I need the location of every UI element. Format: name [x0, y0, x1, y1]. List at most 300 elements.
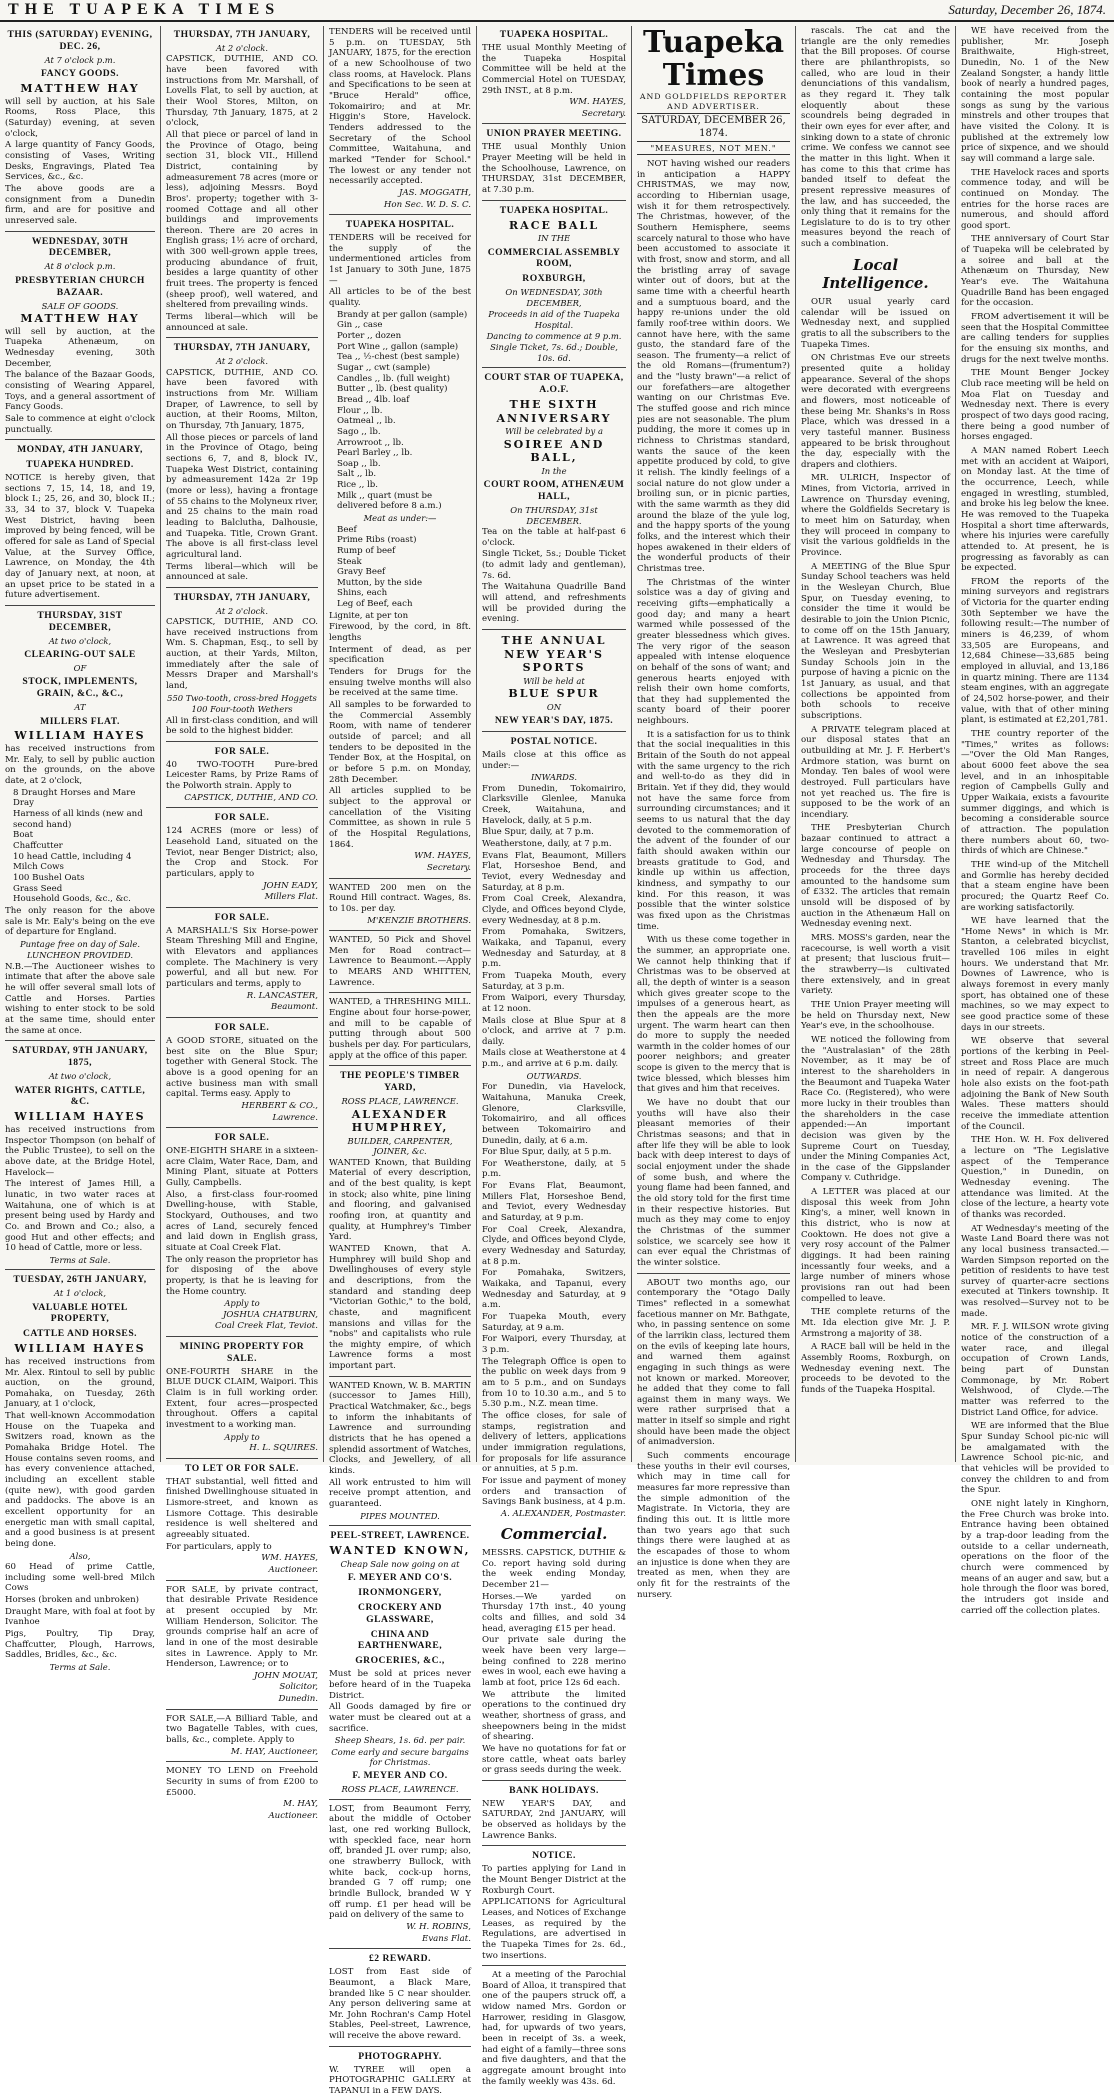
ad-photography	[329, 2051, 471, 2097]
ad-signature: WM. HAYES,	[261, 1553, 318, 1564]
news-paragraph: A MEETING of the Blue Spur Sunday School teachers was held in the Wesleyan Church, Blue Spur, on Tuesday evening, to consider the time it would be desirable to join the Union Picnic, to come off on the 15th January, at Lawrence. It was agreed that the Wesleyan and Presbyterian Sunday Schools join in the purpose of having a picnic on the 1st January, as usual, and that collections be appointed from both schools to receive subscriptions.	[801, 561, 950, 721]
ad-text: will sell by auction, at the Tuapeka Athenæum, on Wednesday evening, 30th December,	[5, 326, 155, 369]
ad-time: At 2 o'clock.	[215, 42, 269, 53]
ad-text: We have no quotations for fat or store cattle, wheat oats barley or grass seeds during the week.	[482, 1743, 626, 1776]
ad-subtitle: Proceeds in aid of the Tuapeka Hospital.	[488, 309, 620, 330]
ad-subtitle: Dancing to commence at 9 p.m.	[486, 330, 622, 341]
list-item: Oatmeal ,, lb.	[337, 416, 396, 427]
divider	[482, 1780, 626, 1781]
ad-title: CLEARING-OUT SALE	[24, 649, 136, 661]
list-item: Arrowroot ,, lb.	[337, 437, 404, 448]
ad-hotel-property	[5, 1274, 155, 1672]
ad-subtitle: BUILDER, CARPENTER, JOINER, &c.	[347, 1135, 453, 1157]
divider	[329, 930, 471, 931]
divider	[166, 1709, 318, 1710]
ad-title: UNION PRAYER MEETING.	[486, 128, 622, 140]
ad-date: THURSDAY, 31ST DECEMBER,	[37, 609, 123, 633]
ad-title: CATTLE AND HORSES.	[22, 1328, 138, 1340]
ad-signature: Secretary.	[581, 108, 626, 119]
ad-text: All articles to be of the best quality.	[329, 287, 471, 308]
column-3	[323, 26, 476, 2096]
list-item: Brandy at per gallon (sample)	[337, 309, 468, 320]
ad-subtitle: Will be held at	[523, 675, 585, 686]
ad-title: PEEL-STREET, LAWRENCE.	[330, 1530, 470, 1542]
ad-headline: BLUE SPUR	[508, 687, 600, 701]
ad-hoggets	[166, 592, 318, 737]
ad-watchmaker	[329, 1381, 471, 1521]
divider	[329, 1065, 471, 1066]
ad-signature: M'KENZIE BROTHERS.	[367, 915, 471, 926]
ad-text: For Blue Spur, daily, at 5 p.m.	[482, 1147, 612, 1158]
ad-note: Puntage free on day of Sale.	[19, 938, 141, 949]
ad-signature: Auctioneer.	[268, 1811, 318, 1822]
ad-title: COURT STAR OF TUAPEKA, A.O.F.	[484, 372, 624, 396]
list-item: Salt ,, lb.	[337, 469, 377, 480]
ad-text: MONEY TO LEND on Freehold Security in sums of from £200 to £5000.	[166, 1766, 318, 1798]
ad-title: MINING PROPERTY FOR SALE.	[179, 1340, 305, 1364]
ad-signature: WM. HAYES,	[569, 97, 626, 108]
ad-text: has received instructions from Mr. Ealy, to sell by public auction on the grounds, on the above date, at 2 o'clock,	[5, 744, 155, 787]
list-item: Boat	[13, 830, 34, 841]
news-paragraph: MR. F. J. WILSON wrote giving notice of the construction of a water race, and illegal occupation of Crown Lands, being part of Dunstan Commonage, by Mr. Robert Welshwood, of Clyde.—The matter was referred to the District Land Office, for advice.	[961, 1322, 1109, 1418]
ad-signature: M. HAY,	[283, 1799, 318, 1810]
ad-text: ONE-EIGHTH SHARE in a sixteen-acre Claim, Water Race, Dam, and Mining Plant, situate at Potters Gully, Campbells.	[166, 1146, 318, 1189]
ad-text: All that piece or parcel of land in the Province of Otago, being section 31, block VII., Hillend District, containing by admeasurement 78 acres (more or less), adjoining Messrs. Boyd Bros'. property; together with 3-roomed Cottage and all other buildings and improvements thereon. There are 20 acres in English grass; 1½ acre of orchard, with 300 well-grown apple trees, producing abundance of fruit, besides a large quantity of other fruit trees. The property is fenced (sheep proof), well watered, and sheltered from prevailing winds.	[166, 129, 318, 311]
column-4	[476, 26, 631, 2087]
ad-text: FOR SALE,—A Billiard Table, and two Bagatelle Tables, with cues, balls, &c., complete. Apply to	[166, 1713, 318, 1746]
news-paragraph: A RACE ball will be held in the Assembly Rooms, Roxburgh, on Wednesday evening next. The proceeds to be devoted to the funds of the Tuapeka Hospital.	[801, 1342, 950, 1395]
ad-text: We attribute the limited operations to the continued dry weather, shortness of grass, and sheepowners being in the midst of shearing.	[482, 1689, 626, 1743]
ad-signature: Evans Flat.	[422, 1933, 471, 1944]
ad-text: CAPSTICK, DUTHIE, AND CO. have been favored with instructions from Mr. William Draper, of Lawrence, to sell by auction, at their Rooms, Milton, on Thursday, 7th January, 1875,	[166, 367, 318, 431]
ad-text: For Waipori, every Thursday, at 3 p.m.	[482, 1334, 626, 1355]
news-paragraph: THE Havelock races and sports commence today, and will be continued on Monday. The entries for the horse races are numerous, and should afford good sport.	[961, 167, 1109, 231]
news-paragraph: OUR usual yearly card calendar will be issued on Wednesday next, and supplied gratis to all the subscribers to the Tuapeka Times.	[801, 296, 950, 350]
divider	[5, 231, 155, 232]
ad-water-rights	[5, 1045, 155, 1265]
ad-headline: THE ANNUAL NEW YEAR'S	[501, 633, 607, 661]
ad-money-to-lend	[166, 1766, 318, 1821]
news-paragraph: WE have received from the publisher, Mr. Joseph Braithwaite, High-street, Dunedin, No. 1 of the New Zealand Songster, a handy little book of nearly a hundred pages, containing the most popular songs as sung by the various minstrels and other troupes that have visited the Colony. It is published at the extremely low price of sixpence, and we should say will command a large sale.	[961, 26, 1109, 164]
auctioneer-name: WILLIAM HAYES	[14, 729, 146, 743]
ad-title: CROCKERY AND GLASSWARE,	[358, 1601, 442, 1625]
ad-subtitle: Will be celebrated by a	[505, 426, 603, 437]
list-item: Household Goods, &c., &c.	[13, 894, 131, 905]
ad-claim-share	[166, 1132, 318, 1332]
ad-text: CAPSTICK, DUTHIE, AND CO. have been favored with instructions from Mr. Marshall, of Lovells Flat, to sell by auction, at their Wool Stores, Milton, on Thursday, 7th January, 1875, at 2 o'clock,	[166, 54, 318, 129]
list-item: Sago ,, lb.	[337, 426, 381, 437]
auctioneer-name: WILLIAM HAYES	[14, 1342, 146, 1356]
ad-headline: WANTED KNOWN,	[329, 1543, 471, 1557]
ad-text: FOR SALE, by private contract, that desirable Private Residence at present occupied by Mr. William Henderson, Solicitor. The grounds comprise half an acre of land in one of the most desirable sites in Lawrence. Apply to Mr. Henderson, Lawrence; or to	[166, 1584, 318, 1670]
ad-text: TENDERS will be received until 5 p.m. on TUESDAY, 5th JANUARY, 1875, for the erection of a new Schoolhouse of two class rooms, at Havelock. Plans and Specifications to be seen at "Bruce Herald" office, Tokomairiro; and at Mr. Higgin's Store, Havelock. Tenders addressed to the Secretary of the School Committee, Waitahuna, and marked "Tender for School." The lowest or any tender not necessarily accepted.	[329, 27, 471, 187]
ad-signature: JOHN EADY,	[263, 880, 318, 891]
ad-title: POSTAL NOTICE.	[510, 736, 598, 748]
ad-billiard-table	[166, 1714, 318, 1758]
divider	[329, 1525, 471, 1526]
masthead-title: THE TUAPEKA TIMES	[8, 1, 281, 18]
ad-time: At 2 o'clock.	[215, 356, 269, 367]
divider	[5, 439, 155, 440]
ad-text: NEW YEAR'S DAY, and SATURDAY, 2nd JANUARY, will be observed as holidays by the Lawrence Banks.	[482, 1798, 626, 1841]
ad-race-ball	[482, 205, 626, 364]
divider	[329, 992, 471, 993]
ad-item: 100 Four-tooth Wethers	[191, 704, 293, 715]
ad-signature: Secretary.	[426, 862, 471, 873]
ad-text: For Evans Flat, Beaumont, Millers Flat, Horseshoe Bend, and Teviot, every Wednesday and Saturday, at 9 p.m.	[482, 1181, 626, 1224]
ad-text: The interest of James Hill, a lunatic, in two water races at Waitahuna, one of which is at present being used by Hardy and Co. and Brown and Co.; also, a good Hut and other effects; and 10 head of Cattle, more or less.	[5, 1179, 155, 1254]
divider	[166, 1580, 318, 1581]
ad-subtitle: In the	[541, 465, 567, 476]
ad-title: WATER RIGHTS, CATTLE, &C.	[14, 1084, 146, 1108]
news-paragraph: FROM the reports of the mining surveyors and registrars of Victoria for the quarter ending 30th September we have the following result:—The number of miners is 46,239, of whom 33,505 are Europeans, and 12,684 Chinese—33,685 being employed in alluvial, and 13,186 in quartz mining. There are 1134 steam engines, with an aggregate of 24,502 horse-power, and their value, with that of other mining plant, is estimated at £2,201,781.	[961, 576, 1110, 726]
commercial-report	[482, 1548, 626, 1776]
ad-title: TUAPEKA HOSPITAL.	[345, 219, 455, 231]
ad-to-let	[166, 1463, 318, 1576]
section-heading: Commercial.	[500, 1525, 608, 1544]
list-item: Rump of beef	[337, 545, 396, 556]
list-item: Steak	[337, 556, 362, 567]
ad-clearing-sale	[5, 610, 155, 1036]
divider	[5, 1040, 155, 1041]
ad-title: FOR SALE.	[214, 1132, 270, 1144]
list-item: Rice ,, lb.	[337, 480, 379, 491]
ad-text: Tenders for Drugs for the ensuing twelve months will also be received at the same time.	[329, 667, 471, 699]
ad-text: All Goods damaged by fire or water must be cleared out at a sacrifice.	[329, 1702, 471, 1734]
ad-text: 60 Head of prime Cattle, including some well-bred Milch Cows	[5, 1562, 155, 1594]
ad-text: The only reason the proprietor has for disposing of the above property, is that he is leaving for the Home country.	[166, 1254, 318, 1297]
ad-leasehold	[166, 812, 318, 902]
ad-subtitle: INWARDS.	[531, 772, 577, 783]
ad-bank-holidays	[482, 1785, 626, 1842]
list-item: Candles ,, lb. (full weight)	[337, 373, 450, 384]
ad-note: Come early and secure bargains for Christmas.	[331, 1746, 469, 1768]
ad-date: THURSDAY, 7TH JANUARY,	[173, 342, 311, 354]
ad-text: N.B.—The Auctioneer wishes to intimate that after the above sale he will offer several small lots of Cattle and Horses. Parties wishing to enter stock to be sold at the same time, should enter the same at once.	[5, 961, 155, 1036]
ad-title: IRONMONGERY,	[358, 1586, 442, 1598]
editorial-paragraph: NOT having wished our readers in anticipation a HAPPY CHRISTMAS, we may now, according to Hibernian usage, wish it for them retrospectively. The Christmas, however, of the Southern Hemisphere, seems scarcely natural to those who have been accustomed to associate it with frost, snow and storm, and all the bristling array of savage winter out of doors, but at the same time with a cheerful hearth and a sumptuous board, and the happy re-unions under the old family roof-tree within doors. We cannot have here, with the same gusto, the standard fare of the season. The frumenty—a relict of the old Romans—(frumentum?) and the "lusty brawn"—a relict of our forefathers—are altogether wanting on our Christmas Eve. The stuffed goose and rich mince pies are not seasonable. The plum pudding, the more it comes up in richness to Christmas standard, wants the sauce of the keen appetite produced by cold, to give it relish. The kindly feelings of a social nature do not glow under a broiling sun, or in picnic parties, with the same warmth as they did around the blaze of the yule log, and the happy sports of the young folks, and the interest which their hopes awakened in their elders of the wonderful products of their Christmas tree.	[637, 159, 790, 574]
ad-title: ROXBURGH,	[522, 273, 586, 285]
editorial-paragraph: The Christmas of the winter solstice was a day of giving and receiving gifts—emphatically a good day; and many a heart warmed while possessed of the greater blessedness which gives. The very rigor of the season appealed with intense eloquence on behalf of the sons of want; and generous hearts enjoyed with relish their own home comforts, that they had supplemented the scanty board of their poorer neighbours.	[637, 577, 790, 727]
list-item: Milk ,, quart (must be delivered before 8 a.m.)	[337, 490, 442, 512]
masthead-date: Saturday, December 26, 1874.	[948, 2, 1106, 17]
ad-subtitle: ROSS PLACE, LAWRENCE.	[341, 1784, 459, 1795]
list-item: Dray	[13, 798, 34, 809]
ad-text: Mails close at this office as under:—	[482, 750, 626, 771]
ad-text: THE usual Monthly Meeting of the Tuapeka Hospital Committee will be held at the Commercial Hotel on TUESDAY, 29th INST., at 8 p.m.	[482, 42, 626, 96]
divider	[482, 367, 626, 368]
ad-title: FOR SALE.	[214, 745, 270, 757]
ad-signature: Hon Sec. W. D. S. C.	[383, 199, 471, 210]
ad-note: Also,	[69, 1550, 91, 1561]
ad-text: Weatherstone, daily, at 7 p.m.	[482, 839, 612, 850]
ad-subtitle: OUTWARDS.	[526, 1070, 582, 1081]
auctioneer-name: WILLIAM HAYES	[14, 1110, 146, 1124]
ad-title: THE PEOPLE'S TIMBER YARD,	[340, 1070, 460, 1094]
list-item: Harness of all kinds (new and second hand)	[13, 809, 143, 830]
news-paragraph: ON Christmas Eve our streets presented quite a holiday appearance. Several of the shops were decorated with evergreens and flowers, most noticeable of these being Mr. Shanks's in Ross Place, which was dressed in a very tasteful manner. Business appeared to be brisk throughout the day, especially with the drapers and clothiers.	[801, 353, 950, 470]
section-heading: Local Intelligence.	[822, 255, 929, 293]
news-paragraph: THE Hon. W. H. Fox delivered a lecture on "The Legislative aspect of the Temperance Question," in Dunedin, on Wednesday evening. The attendance was limited. At the close of the lecture, a hearty vote of thanks was recorded.	[961, 1135, 1109, 1220]
ad-subtitle: IN THE	[537, 233, 571, 244]
ad-subtitle: ON	[546, 701, 562, 712]
divider	[482, 123, 626, 124]
ad-text: LOST, from Beaumont Ferry, about the middle of October last, one red working Bullock, with speckled face, near horn off, branded JL over rump; also, one strawberry Bullock, with white back, cock-up horns, branded G 7 off rump; one brindle Bullock, branded W Y off rump. £1 per head will be paid on delivery of the same to	[329, 1803, 471, 1921]
ad-text: WANTED Known, that Building Material of every description, and of the best quality, is kept in stock; also white, pine lining and flooring, and galvanised roofing iron, at quantity and quality, at Humphrey's Timber Yard.	[329, 1157, 471, 1243]
ad-wanted-men	[329, 883, 471, 927]
ad-text: CAPSTICK, DUTHIE, AND CO. have received instructions from Wm. S. Chapman, Esq., to sell by auction, at their Yards, Milton, immediately after the sale of Messrs Draper and Marshall's land,	[166, 617, 318, 692]
ad-signature: W. H. ROBINS,	[406, 1922, 471, 1932]
ad-text: Mails close at Weatherstone at 4 p.m., and arrive at 6 p.m. daily.	[482, 1048, 626, 1070]
ad-reward	[329, 1953, 471, 2041]
divider	[329, 1376, 471, 1377]
ad-text: Mails close at Blue Spur at 8 o'clock, and arrive at 7 p.m. daily.	[482, 1015, 626, 1047]
ad-prayer-meeting	[482, 128, 626, 195]
ad-text: Terms liberal—which will be announced at sale.	[166, 561, 318, 583]
ad-subtitle: AT	[74, 702, 86, 713]
ad-note: Apply to	[224, 1298, 260, 1309]
list-item: Beef	[337, 524, 357, 535]
ad-terms: Terms at Sale.	[49, 1254, 111, 1265]
ad-text: A GOOD STORE, situated on the best site on the Blue Spur; together with General Stock. The above is a good opening for an active business man with small capital. Terms easy. Apply to	[166, 1035, 318, 1100]
ad-meyer	[329, 1530, 471, 1795]
editorial-paragraph: We have no doubt that our youths will have also their pleasant memories of their Christmas seasons; and that in after life they will be able to look back with deep interest to days of social enjoyment under the shade of some bush, and where the young flame had been fanned, and the old story told for the first time in their respective histories. But much as they may come to enjoy the Christmas of the summer solstice, we scarcely see how it can ever equal the Christmas of the winter solstice.	[637, 1098, 790, 1268]
news-paragraph: MRS. MOSS's garden, near the racecourse, is well worth a visit at present; that luscious fruit—the strawberry—is cultivated there extensively, and in great variety.	[801, 933, 950, 997]
ad-text: All articles supplied to be subject to the approval or cancellation of the Visiting Committee, as shown in rule 5 of the Hospital Regulations, 1864.	[329, 786, 471, 850]
list-item: 10 head Cattle, including 4 Milch Cows	[13, 851, 132, 873]
issue-date: SATURDAY, DECEMBER 26, 1874.	[637, 113, 790, 142]
ad-text: Sale to commence at eight o'clock punctually.	[5, 413, 155, 435]
ad-lost-bullocks	[329, 1804, 471, 1945]
ad-text: The above goods are a consignment from a Dunedin firm, and are for positive and unreserved sale.	[5, 183, 155, 226]
masthead	[0, 0, 1114, 22]
ad-text: All in first-class condition, and will be sold to the highest bidder.	[166, 715, 318, 737]
ad-text: From Tuapeka Mouth, every Saturday, at 3 p.m.	[482, 970, 626, 992]
ad-text: From Waipori, every Thursday, at 12 noon.	[482, 993, 626, 1014]
news-paragraph: A MAN named Robert Leech met with an accident at Waipori, on Monday last. At the time of the occurrence, Leech, while engaged in wrestling, stumbled, and broke his leg below the knee. He was removed to the Tuapeka Hospital a short time afterwards, where his injuries were carefully attended to. At present, he is progressing as favorably as can be expected.	[961, 445, 1109, 574]
ad-text: To parties applying for Land in the Mount Benger District at the Roxburgh Court.	[482, 1864, 626, 1896]
ad-text: Firewood, by the cord, in 8ft. lengths	[329, 622, 471, 644]
ad-signature: HERBERT & CO.,	[241, 1100, 318, 1111]
list-item: Mutton, by the side	[337, 577, 423, 588]
ad-date: SATURDAY, 9TH JANUARY, 1875,	[12, 1045, 148, 1069]
news-paragraph: AT Wednesday's meeting of the Waste Land Board there was not any local business transacted.—Warden Simpson reported on the petition of residents to have test survey of quarter-acre sections executed at Tinkers township. It was resolved—Survey not to be made.	[961, 1223, 1109, 1319]
news-paragraph: THE Mount Benger Jockey Club race meeting will be held on Moa Flat on Tuesday and Wednesday next. There is every prospect of two days good racing, there being a good number of horses engaged.	[961, 368, 1109, 443]
ad-text: MESSRS. CAPSTICK, DUTHIE & Co. report having sold during the week ending Monday, December 21—	[482, 1548, 626, 1591]
ad-title: PHOTOGRAPHY.	[358, 2050, 442, 2062]
ad-text: Evans Flat, Beaumont, Millers Flat, Horseshoe Bend, and Teviot, every Wednesday and Saturday, at 8 p.m.	[482, 850, 626, 893]
meat-list	[337, 525, 471, 610]
ad-draper-land	[166, 342, 318, 582]
ad-text: THAT substantial, well fitted and finished Dwellinghouse situated in Lismore-street, and known as Lismore Cottage. This desirable residence is well sheltered and agreeably situated.	[166, 1476, 318, 1540]
editorial-paragraph: It is a satisfaction for us to think that the social inequalities in this Britain of the South do not appeal with the same urgency to the rich and well-to-do as they did in Britain. Yet if they did, they would not have the same force from surrounding circumstances; and it seems to us natural that the day devoted to the commemoration of the advent of the founder of our faith should awaken within our breasts gratitude to God, and kindle up within us affection, kindness, and sympathy to our kind. For this reason, it was possible that the winter solstice was fixed upon as the Christmas time.	[637, 729, 790, 932]
ad-school-tenders	[329, 27, 471, 210]
list-item: Port Wine ,, gallon (sample)	[337, 341, 459, 352]
ad-subtitle: On THURSDAY, 31st DECEMBER.	[510, 505, 598, 526]
divider	[166, 907, 318, 908]
editorial-paragraph: rascals. The cat and the triangle are the only remedies that the Bill proposes. Of course there are philanthropists, so called, who are loud in their denunciations of this vandalism, as they regard it. They talk eloquently about these scoundrels being degraded in their own eyes for ever after, and sinking down to a state of chronic crime. We confess we cannot see the matter in this light. When it has come to this that crime has banded itself to defeat the present repressive measures of the law, and has succeeded, the only thing that it remains for the Legislature to do is to try other measures beyond the reach of such a combination.	[801, 26, 950, 250]
ad-title: COURT ROOM, ATHENÆUM HALL,	[483, 479, 625, 503]
list-item: 8 Draught Horses and Mare	[13, 787, 136, 798]
ad-sports	[482, 634, 626, 727]
list-item: Flour ,, lb.	[337, 405, 383, 416]
ad-note: PIPES MOUNTED.	[360, 1510, 440, 1521]
column-2	[160, 26, 323, 1822]
ad-fancy-goods	[5, 29, 155, 227]
ad-text: For issue and payment of money orders and transaction of Savings Bank business, at 4 p.m.	[482, 1475, 626, 1508]
ad-title: NOTICE.	[532, 1850, 576, 1862]
ad-title: FOR SALE.	[214, 911, 270, 923]
ad-item: 550 Two-tooth, cross-bred Hoggets	[167, 692, 317, 703]
news-paragraph: THE complete returns of the Mt. Ida election give Mr. J. P. Armstrong a majority of 38.	[801, 1307, 950, 1339]
ad-mining-property	[166, 1341, 318, 1454]
list-item: Prime Ribs (roast)	[337, 535, 417, 546]
list-item: Gin ,, case	[337, 320, 383, 331]
ad-text: The balance of the Bazaar Goods, consisting of Wearing Apparel, Toys, and a general assortment of Fancy Goods.	[5, 370, 155, 413]
ad-text: WANTED 200 men on the Round Hill contract. Wages, 8s. to 10s. per day.	[329, 882, 471, 914]
ad-time: At 2 o'clock.	[215, 605, 269, 616]
ad-text: Terms liberal—which will be announced at sale.	[166, 312, 318, 333]
ad-title: BANK HOLIDAYS.	[509, 1784, 599, 1796]
ad-text: Our private sale during the week have been very large—being confined to 228 merino ewes in wool, each ewe having a lamb at foot, price 12s 6d each.	[482, 1635, 626, 1688]
ad-title: TUAPEKA HOSPITAL.	[499, 204, 609, 216]
ad-date: WEDNESDAY, 30TH DECEMBER,	[31, 235, 129, 259]
column-6	[795, 26, 955, 1462]
ad-text: All those pieces or parcels of land in the Province of Otago, being sections 6, 7, and 8, block IV., Tuapeka West District, containing by admeasurement 142a 2r 19p (more or less), having a frontage of 55 chains to the Molyneux river, and 25 chains to the main road leading to Balclutha, Dalhousie, and Tuapeka. Title, Crown Grant. The above is all first-class level agricultural land.	[166, 432, 318, 560]
list-item: Porter ,, dozen	[337, 330, 402, 341]
news-paragraph: THE Union Prayer meeting will be held on Thursday next, New Year's eve, in the schoolhouse.	[801, 999, 950, 1032]
ad-text: Horses.—We yarded on Thursday 17th inst., 40 young colts and fillies, and sold 34 head, averaging £15 per head.	[482, 1591, 626, 1634]
ad-text: Blue Spur, daily, at 7 p.m.	[482, 827, 594, 838]
ad-headline: SPORTS	[522, 661, 586, 675]
ad-signature: JOSHUA CHATBURN,	[222, 1309, 318, 1320]
news-paragraph: WE observe that several portions of the kerbing in Peel-street and Ross Place are much in need of repair. A dangerous hole also exists on the foot-path adjoining the Bank of New South Wales. These matters should receive the immediate attention of the Council.	[961, 1036, 1109, 1132]
ad-signature: JAS. MOGGATH,	[399, 187, 471, 198]
divider	[482, 629, 626, 630]
ad-title: COMMERCIAL ASSEMBLY ROOM,	[487, 246, 621, 270]
ad-text: All samples to be forwarded to the Commercial Assembly Room, with name of tenderer outside of parcel; and all tenders to be deposited in the Tender Box, at the Hospital, on or before 5 p.m. on Monday, 28th December.	[329, 700, 471, 785]
ad-soiree	[482, 372, 626, 625]
ad-signature: WM. HAYES,	[414, 851, 471, 862]
ad-title: TO LET OR FOR SALE.	[185, 1462, 299, 1474]
ad-signature: Beaumont.	[270, 1002, 318, 1013]
ad-hospital-tenders	[329, 219, 471, 873]
ad-title: GROCERIES, &C.,	[355, 1655, 445, 1667]
column-7	[955, 26, 1114, 1616]
ad-signature: R. LANCASTER,	[246, 990, 318, 1001]
ad-headline: THE SIXTH ANNIVERSARY	[496, 398, 612, 425]
divider	[482, 1965, 626, 1966]
ad-text: From Pomahaka, Switzers, Waikaka, and Tapanui, every Wednesday and Saturday, at 8 p.m.	[482, 927, 626, 970]
ad-signature: A. ALEXANDER, Postmaster.	[500, 1508, 626, 1519]
divider	[329, 2046, 471, 2047]
news-paragraph: At a meeting of the Parochial Board of Alloa, it transpired that one of the paupers struck off, a widow named Mrs. Gordon or Harrower, residing in Glasgow, had, for upwards of two years, been in receipt of 3s. a week, had eight of a family—three sons and five daughters, and that the aggregate amount brought into the family weekly was 43s. 6d.	[482, 1970, 626, 2087]
ad-time: At 1 o'clock,	[53, 1288, 107, 1299]
ad-text: ONE-FOURTH SHARE in the BLUE DUCK CLAIM, Waipori. This Claim is in full working order. Extent, four acres—prospected throughout. Offers a capital investment to a working man.	[166, 1366, 318, 1431]
news-paragraph: FROM advertisement it will be seen that the Hospital Committee are calling tenders for supplies for the ensuing six months, and drugs for the next twelve months.	[961, 312, 1109, 365]
ad-text: WANTED, a THRESHING MILL. Engine about four horse-power, and mill to be capable of putting through about 500 bushels per day. For particulars, apply at the office of this paper.	[329, 997, 471, 1061]
ad-text: WANTED Known, W. B. MARTIN (successor to James Hill), Practical Watchmaker, &c., begs to inform the inhabitants of Lawrence and surrounding districts that he has opened a splendid assortment of Watches, Clocks, and Jewellery, of all kinds.	[329, 1380, 471, 1477]
ad-text: From Dunedin, Tokomairiro, Clarksville Glenlee, Manuka Creek, Waitahuna, and Havelock, daily, at 5 p.m.	[482, 783, 626, 826]
ad-title: £2 REWARD.	[368, 1953, 432, 1965]
ad-title: CHINA AND EARTHENWARE,	[357, 1628, 443, 1652]
ad-text: Interment of dead, as per specification	[329, 644, 471, 666]
ad-subtitle: Single Ticket, 7s. 6d.; Double, 10s. 6d.	[490, 342, 618, 363]
news-paragraph: ONE night lately in Kinghorn, the Free Church was broke into. Entrance having been obtained by a trap-door leading from the outside to a cellar underneath, operations on the floor of the church were commenced by means of an auger and saw, but a hole through the floor was bored, the intruders got inside and carried off the collection plates.	[961, 1498, 1109, 1616]
ad-subtitle: SALE OF GOODS.	[41, 300, 119, 311]
ad-text: The only reason for the above sale is Mr. Ealy's being on the eve of departure for England.	[5, 905, 155, 938]
ad-signature: M. HAY, Auctioneer,	[230, 1746, 318, 1757]
divider	[5, 605, 155, 606]
ad-date: TUESDAY, 26TH JANUARY,	[13, 1274, 147, 1286]
auctioneer-name: MATTHEW HAY	[20, 312, 140, 325]
ad-text: NOTICE is hereby given, that sections 7, 15, 14, 18, and 19, block I.; 25, 26, and 30, block II.; 33, 34 to 37, block V. Tuapeka West District, having been improved by being fenced, will be offered for sale as Land of Special Value, at the Survey Office, Lawrence, on Monday, the 4th day of January next, at noon, at an upset price to be stated in a future advertisement.	[5, 472, 155, 601]
auctioneer-name: MATTHEW HAY	[20, 82, 140, 96]
ad-text: For Tuapeka Mouth, every Saturday, at 9 a.m.	[482, 1312, 626, 1333]
supply-list	[337, 310, 471, 512]
ad-text: has received instructions from Mr. Alex. Rintoul to sell by public auction, on the ground, Pomahaka, on Tuesday, 26th January, at 1 o'clock,	[5, 1356, 155, 1410]
business-name: ALEXANDER HUMPHREY,	[351, 1107, 449, 1135]
ad-tuapeka-hundred	[5, 444, 155, 601]
ad-signature: Lawrence.	[272, 1112, 318, 1123]
ad-time: At 8 o'clock p.m.	[44, 261, 116, 272]
newspaper-motto: "MEASURES, NOT MEN."	[650, 144, 777, 154]
ad-text: TENDERS will be received for the supply of the undermentioned articles from 1st January to 30th June, 1875—	[329, 233, 471, 286]
ad-note: LUNCHEON PROVIDED.	[26, 950, 134, 961]
divider	[166, 807, 318, 808]
ad-text: The Waitahuna Quadrille Band will attend, and refreshments will be provided during the evening.	[482, 582, 626, 625]
divider	[166, 587, 318, 588]
list-item: Soap ,, lb.	[337, 458, 381, 469]
ad-text: The office closes, for sale of stamps, registration and delivery of letters, applications under immigration regulations, for proposals for life assurance or annuities, at 5 p.m.	[482, 1410, 626, 1475]
ad-subtitle: On WEDNESDAY, 30th DECEMBER,	[505, 287, 603, 308]
ad-store	[166, 1022, 318, 1123]
ad-text: For Pomahaka, Switzers, Waikaka, and Tapanui, every Wednesday and Saturday, at 9 a.m.	[482, 1268, 626, 1311]
news-paragraph: WE are informed that the Blue Spur Sunday School pic-nic will be amalgamated with the Lawrence School pic-nic, and that vehicles will be provided to convey the children to and from the Spur.	[961, 1421, 1109, 1496]
ad-date: THURSDAY, 7TH JANUARY,	[173, 29, 311, 40]
ad-text: Horses (broken and unbroken)	[5, 1595, 140, 1606]
list-item: Tea ,, ½-chest (best sample)	[337, 352, 460, 363]
ad-text: LOST from East side of Beaumont, a Black Mare, branded like 5 C near shoulder. Any person delivering same at Mr. John Rochran's Camp Hotel Stables, Peel-street, Lawrence, will receive the above reward.	[329, 1967, 471, 2042]
ad-title: FOR SALE.	[214, 812, 270, 824]
ad-subtitle: Meat as under:—	[363, 513, 437, 524]
ad-text: Pigs, Poultry, Tip Dray, Chaffcutter, Plough, Harrows, Saddles, Bridles, &c., &c.	[5, 1629, 155, 1661]
divider	[482, 1845, 626, 1846]
ad-text: Lignite, at per ton	[329, 610, 409, 621]
ad-text: That well-known Accommodation House on the Tuapeka and Switzers road, known as the Pomahaka Bridge Hotel. The House contains seven rooms, and has every convenience attached, including an excellent stable (quite new), with good garden and paddocks. The above is an excellent opportunity for an energetic man with small capital, and a good business is at present being done.	[5, 1411, 155, 1549]
ad-subtitle: ROSS PLACE, LAWRENCE.	[341, 1096, 459, 1107]
divider	[166, 1336, 318, 1337]
list-item: Leg of Beef, each	[337, 599, 413, 610]
divider	[482, 731, 626, 732]
ad-time: At two o'clock,	[48, 1071, 112, 1082]
ad-text: The Telegraph Office is open to the public on week days from 9 am to 5 p.m., and on Sundays from 10 to 10.30 a.m., and 5 to 5.30 p.m., N.Z. mean time.	[482, 1356, 626, 1410]
ad-text: For Weatherstone, daily, at 5 p.m.	[482, 1158, 626, 1180]
ad-hospital-meeting	[482, 29, 626, 119]
news-paragraph: A LETTER was placed at our disposal this week from John King's, a miner, well known in this district, who is now at Cooktown. He does not give a very rosy account of the Palmer diggings. It had been raining incessantly four weeks, and a large number of miners whose provisions ran out had been compelled to leave.	[801, 1187, 950, 1304]
ad-title: TUAPEKA HOSPITAL.	[499, 29, 609, 40]
divider	[166, 1127, 318, 1128]
divider	[637, 1273, 790, 1274]
ad-marshall-land	[166, 29, 318, 333]
list-item: Shins, each	[337, 588, 388, 599]
divider	[329, 1948, 471, 1949]
ad-date: THURSDAY, 7TH JANUARY,	[173, 591, 311, 603]
divider	[166, 1458, 318, 1459]
ad-text: W. TYREE will open a PHOTOGRAPHIC GALLERY at TAPANUI in a FEW DAYS.	[329, 2064, 471, 2096]
ad-text: For Coal Creek, Alexandra, Clyde, and Offices beyond Clyde, every Wednesday and Saturday, at 8 p.m.	[482, 1224, 626, 1267]
ad-bazaar	[5, 236, 155, 436]
